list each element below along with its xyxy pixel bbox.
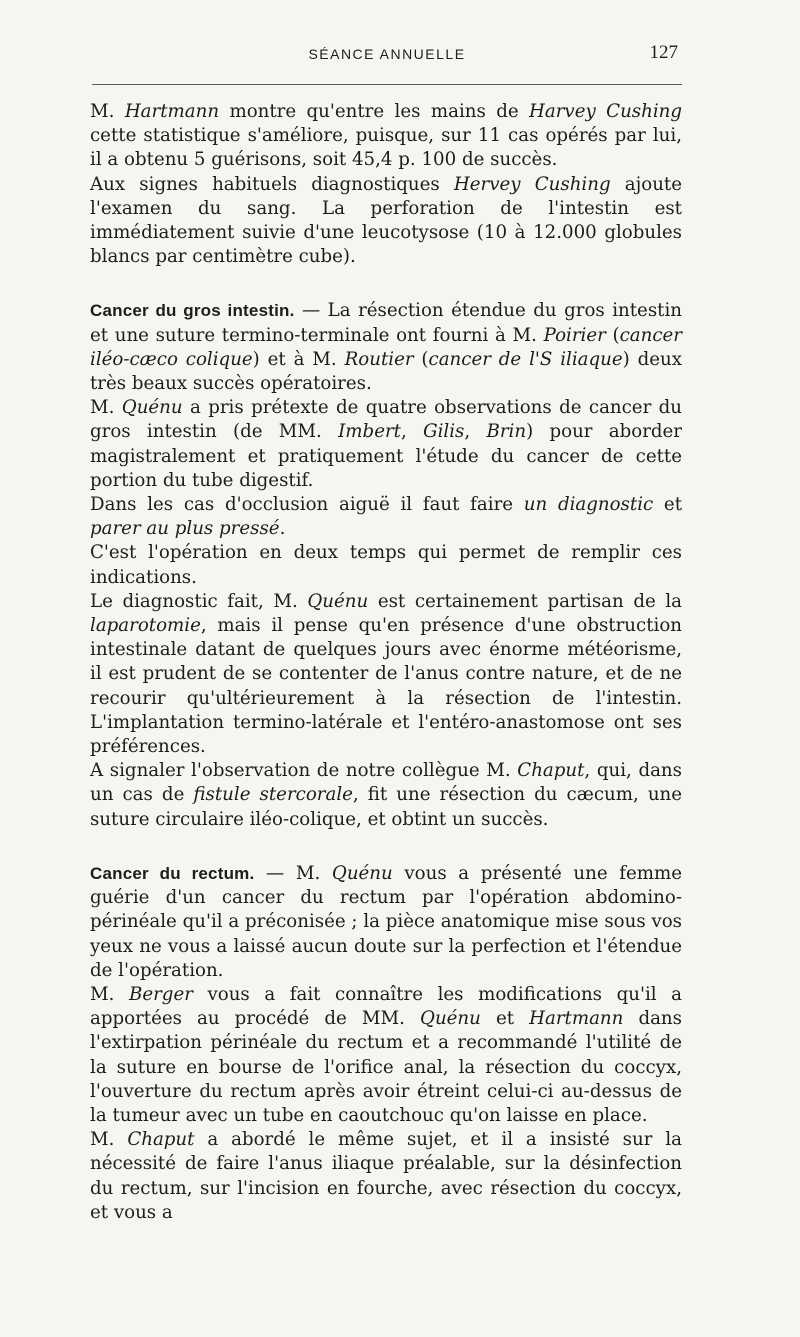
paragraph-occlusion: Dans les cas d'occlusion aiguë il faut faire un diagnostic et parer au plus pressé. bbox=[90, 494, 683, 540]
author-name: Quénu bbox=[420, 1008, 481, 1030]
paragraph-chaput-observation: A signaler l'observation de notre collègue M. Chaput, qui, dans un cas de fistule stercorale, fit une résection du cæcum, une suture circulaire iléo-colique, et obtint un succès. bbox=[90, 760, 683, 830]
paragraph-berger-modifications: M. Berger vous a fait connaître les modifications qu'il a apportées au procédé de MM. Quénu et Hartmann dans l'extirpation périnéale du rectum et a recommandé l'utilité de la suture en bourse de l'orifice anal, la résection du coccyx, l'ouverture du rectum après avoir étreint celui-ci au-dessus de la tumeur avec un tube en caoutchouc qu'on laisse en place. bbox=[90, 983, 682, 1126]
section-gap bbox=[90, 269, 682, 299]
paragraph-quenu-observations: M. Quénu a pris prétexte de quatre observations de cancer du gros intestin (de MM. Imbert, Gilis, Brin) pour aborder magistralement et pratiquement l'étude du cancer de cette portion du tube digestif. bbox=[90, 397, 683, 491]
author-name: Hartmann bbox=[529, 1008, 624, 1030]
page-header bbox=[92, 42, 682, 76]
paragraph-cancer-gros-intestin: Cancer du gros intestin. — La résection étendue du gros intestin et une suture termino-terminale ont fourni à M. Poirier (cancer iléo-cæco colique) et à M. Routier (cancer de l'S iliaque) deux très beaux succès opératoires. bbox=[90, 300, 682, 395]
author-name: Hervey Cushing bbox=[453, 173, 611, 195]
author-name: Brin bbox=[486, 421, 527, 443]
section-heading: Cancer du gros intestin. bbox=[90, 301, 295, 321]
author-name: Berger bbox=[128, 983, 193, 1005]
page-body bbox=[90, 100, 682, 1225]
paragraph-diagnostic-signs: Aux signes habituels diagnostiques Hervey Cushing ajoute l'examen du sang. La perforation de l'intestin est immédiatement suivie d'une leucotysose (10 à 12.000 globules blancs par centimètre cube). bbox=[90, 173, 682, 268]
section-gap bbox=[90, 832, 682, 862]
author-name: Imbert bbox=[338, 421, 401, 443]
paragraph-hartmann-statistics: M. Hartmann montre qu'entre les mains de Harvey Cushing cette statistique s'améliore, puisque, sur 11 cas opérés par lui, il a obtenu 5 guérisons, soit 45,4 p. 100 de succès. bbox=[90, 101, 682, 171]
page-number: 127 bbox=[649, 42, 678, 63]
author-name: Quénu bbox=[307, 590, 369, 612]
author-name: Chaput bbox=[127, 1129, 195, 1151]
author-name: Gilis bbox=[423, 421, 465, 443]
paragraph-chaput-rectum: M. Chaput a abordé le même sujet, et il a insisté sur la nécessité de faire l'anus iliaque préalable, sur la désinfection du rectum, sur l'incision en fourche, avec résection du coccyx, et vous a bbox=[90, 1129, 682, 1223]
author-name: Quénu bbox=[121, 397, 183, 419]
author-name: Harvey Cushing bbox=[529, 101, 682, 122]
section-heading: Cancer du rectum. bbox=[90, 863, 255, 883]
paragraph-operation-two-stages: C'est l'opération en deux temps qui permet de remplir ces indications. bbox=[90, 542, 682, 588]
author-name: Routier bbox=[344, 348, 414, 370]
paragraph-cancer-rectum: Cancer du rectum. — M. Quénu vous a présenté une femme guérie d'un cancer du rectum par l'opération abdomino-périnéale qu'il a préconisée ; la pièce anatomique mise sous vos yeux ne vous a laissé aucun doute sur la perfection et l'étendue de l'opération. bbox=[90, 862, 682, 981]
author-name: Chaput bbox=[517, 760, 585, 782]
author-name: Hartmann bbox=[124, 101, 220, 122]
author-name: Poirier bbox=[543, 324, 606, 346]
paragraph-laparotomie: Le diagnostic fait, M. Quénu est certainement partisan de la laparotomie, mais il pense qu'en présence d'une obstruction intestinale datant de quelques jours avec énorme météorisme, il est prudent de se contenter de l'anus contre nature, et de ne recourir qu'ultérieurement à la résection de l'intestin. L'implantation termino-latérale et l'entéro-anastomose ont ses préférences. bbox=[90, 590, 683, 758]
header-rule bbox=[92, 84, 682, 85]
author-name: Quénu bbox=[331, 862, 393, 884]
running-title: SÉANCE ANNUELLE bbox=[308, 46, 466, 62]
